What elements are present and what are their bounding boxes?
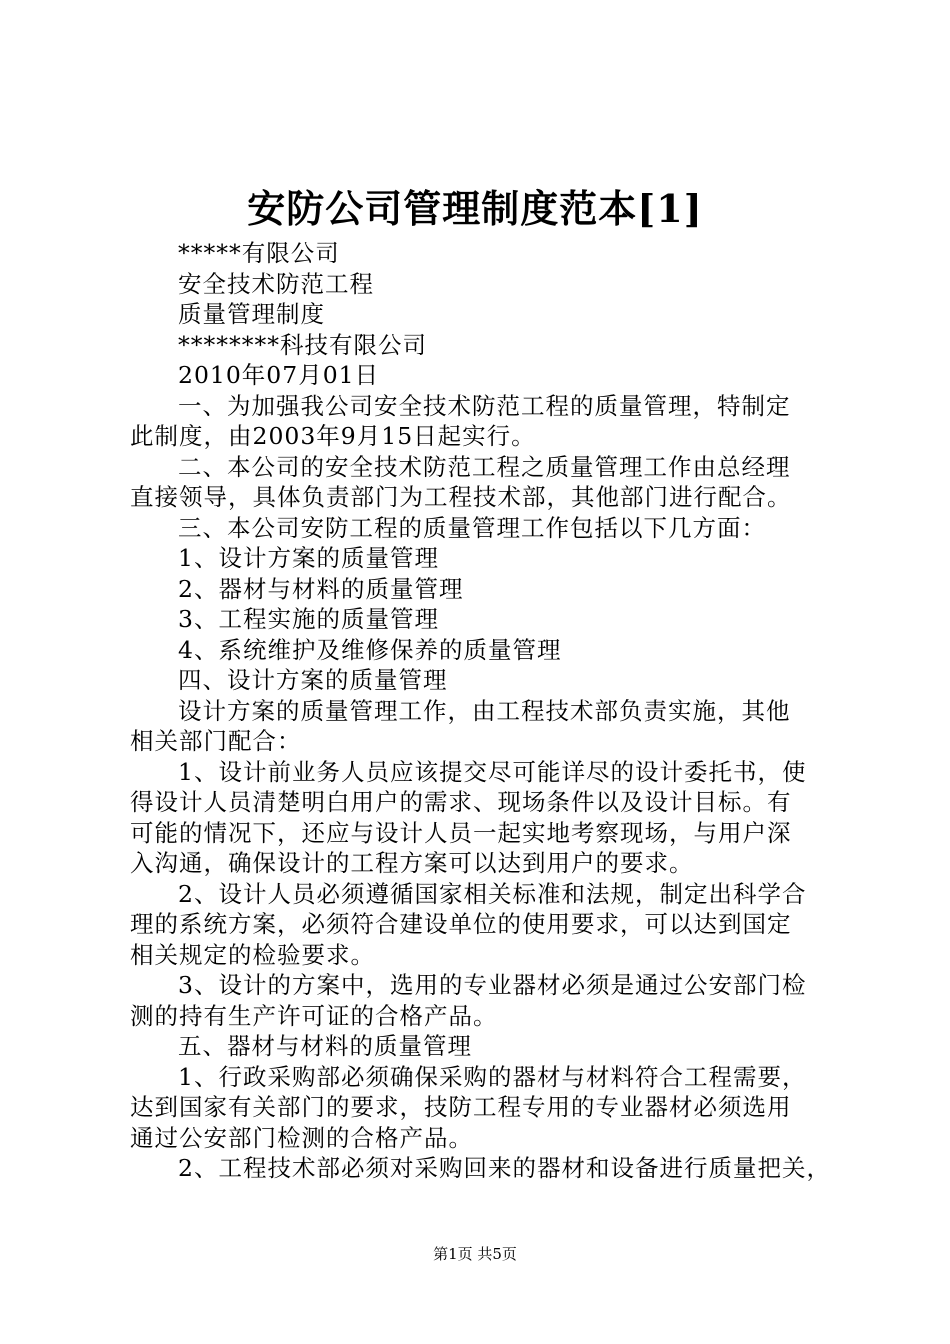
text-line: 二、本公司的安全技术防范工程之质量管理工作由总经理	[178, 452, 791, 481]
text-line: 得设计人员清楚明白用户的需求、现场条件以及设计目标。有	[130, 788, 792, 816]
text-line: 2、工程技术部必须对采购回来的器材和设备进行质量把关，	[178, 1154, 831, 1182]
text-line: 四、设计方案的质量管理	[178, 666, 448, 694]
text-line: 相关部门配合：	[130, 727, 302, 755]
text-line: 1、设计方案的质量管理	[178, 544, 439, 572]
text-line: 2、设计人员必须遵循国家相关标准和法规，制定出科学合	[178, 879, 807, 908]
document-title: 安防公司管理制度范本[1]	[247, 186, 703, 231]
text-line: ********科技有限公司	[178, 330, 427, 359]
text-line: 2010年07月01日	[178, 361, 380, 389]
text-line: 入沟通，确保设计的工程方案可以达到用户的要求。	[130, 849, 694, 877]
text-line: 4、系统维护及维修保养的质量管理	[178, 635, 562, 664]
text-line: 理的系统方案，必须符合建设单位的使用要求，可以达到国定	[130, 910, 792, 938]
text-line: 质量管理制度	[178, 300, 325, 328]
text-line: 测的持有生产许可证的合格产品。	[130, 1001, 498, 1030]
text-line: 2、器材与材料的质量管理	[178, 574, 464, 603]
text-line: 五、器材与材料的质量管理	[178, 1032, 472, 1060]
text-line: 三、本公司安防工程的质量管理工作包括以下几方面：	[178, 513, 766, 542]
text-line: 安全技术防范工程	[178, 269, 374, 298]
text-line: 设计方案的质量管理工作，由工程技术部负责实施，其他	[178, 696, 791, 725]
text-line: 直接领导，具体负责部门为工程技术部，其他部门进行配合。	[130, 483, 792, 511]
text-line: 此制度，由2003年9月15日起实行。	[130, 422, 536, 450]
document-body	[130, 238, 830, 1184]
text-line: 可能的情况下，还应与设计人员一起实地考察现场，与用户深	[130, 818, 792, 847]
text-line: 1、行政采购部必须确保采购的器材与材料符合工程需要，	[178, 1062, 807, 1091]
text-line: 相关规定的检验要求。	[130, 940, 375, 969]
text-line: 1、设计前业务人员应该提交尽可能详尽的设计委托书，使	[178, 757, 807, 786]
page-footer: 第1页 共5页	[433, 1245, 517, 1263]
text-line: 一、为加强我公司安全技术防范工程的质量管理，特制定	[178, 391, 791, 420]
text-line: 3、设计的方案中，选用的专业器材必须是通过公安部门检	[178, 971, 807, 999]
text-line: 达到国家有关部门的要求，技防工程专用的专业器材必须选用	[130, 1093, 792, 1121]
text-line: *****有限公司	[178, 239, 340, 267]
text-line: 通过公安部门检测的合格产品。	[130, 1123, 473, 1152]
text-line: 3、工程实施的质量管理	[178, 605, 439, 633]
